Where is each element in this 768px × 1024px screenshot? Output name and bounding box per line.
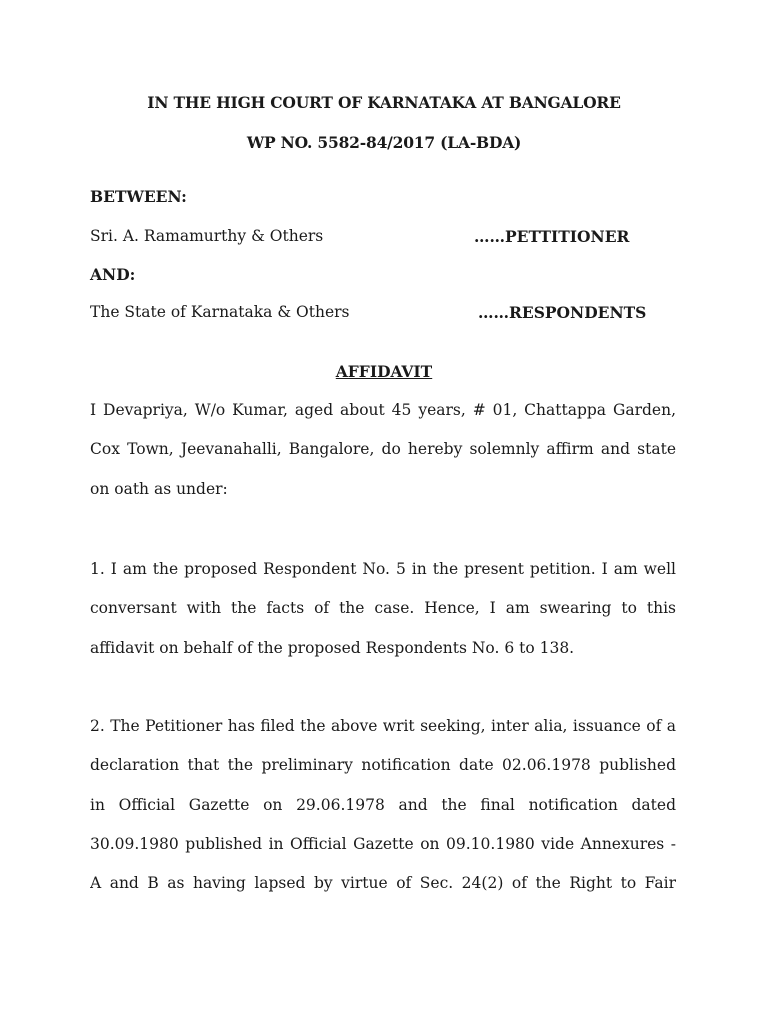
paragraph-line: 2. The Petitioner has filed the above writ seeking, inter alia, issuance of a (90, 717, 676, 735)
paragraph-line: Cox Town, Jeevanahalli, Bangalore, do hereby solemnly affirm and state (90, 440, 676, 459)
paragraph-line: on oath as under: (90, 479, 228, 498)
petitioner-role: ……PETTITIONER (474, 227, 630, 246)
petitioner-name: Sri. A. Ramamurthy & Others (90, 227, 324, 245)
paragraph-line: in Official Gazette on 29.06.1978 and the final notification dated (90, 795, 676, 814)
paragraph-1 (90, 550, 676, 668)
paragraph-line: conversant with the facts of the case. Hence, I am swearing to this (90, 599, 676, 618)
paragraph-line: affidavit on behalf of the proposed Respondents No. 6 to 138. (90, 638, 575, 657)
paragraph-line: 1. I am the proposed Respondent No. 5 in the present petition. I am well (90, 560, 676, 578)
paragraph-2 (90, 707, 676, 903)
respondent-role: ……RESPONDENTS (478, 303, 647, 322)
respondent-name: The State of Karnataka & Others (90, 303, 350, 321)
paragraph-line: A and B as having lapsed by virtue of Sec. 24(2) of the Right to Fair (90, 874, 676, 893)
affidavit-title: AFFIDAVIT (335, 362, 433, 381)
court-heading: IN THE HIGH COURT OF KARNATAKA AT BANGALORE (147, 93, 621, 112)
case-number: WP NO. 5582-84/2017 (LA-BDA) (246, 133, 522, 152)
between-label: BETWEEN: (90, 187, 187, 206)
paragraph-line: 30.09.1980 published in Official Gazette on 09.10.1980 vide Annexures - (90, 834, 676, 853)
intro-paragraph (90, 391, 676, 509)
paragraph-line: I Devapriya, W/o Kumar, aged about 45 years, # 01, Chattappa Garden, (90, 401, 676, 419)
and-label: AND: (90, 265, 136, 284)
paragraph-line: declaration that the preliminary notification date 02.06.1978 published (90, 756, 676, 775)
